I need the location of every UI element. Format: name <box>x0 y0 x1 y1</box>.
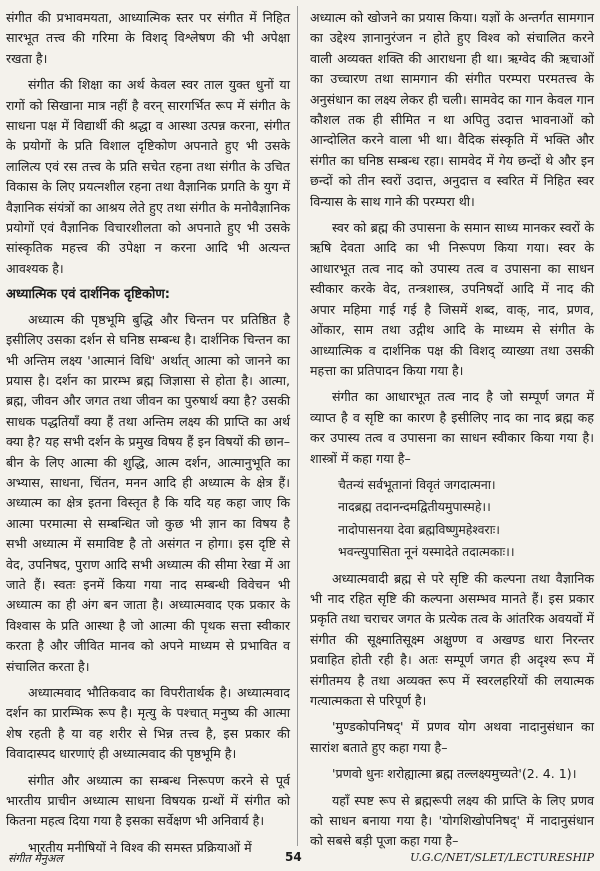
series-label: U.G.C/NET/SLET/LECTURESHIP <box>410 851 594 864</box>
paragraph: भारतीय मनीषियों ने विश्व की समस्त प्रक्रियाओं में <box>28 839 252 855</box>
paragraph: 'मुण्डकोपनिषद्' में प्रणव योग अथवा नादानुसंधान का सारांश बताते हुए कहा गया है– <box>310 719 594 755</box>
right-column <box>310 8 594 858</box>
paragraph: संगीत और अध्यात्म का सम्बन्ध निरूपण करने से पूर्व भारतीय प्राचीन अध्यात्म साधना विषयक ग्रन्थों में संगीत को कितना महत्व दिया गया है इसका सर्वेक्षण भी अनिवार्य है। <box>6 772 290 829</box>
paragraph: अध्यात्म की पृष्ठभूमि बुद्धि और चिन्तन पर प्रतिष्ठित है इसीलिए उसका दर्शन से घनिष्ठ सम्बन्ध है। दार्शनिक चिन्तन का भी अन्तिम लक्ष्य 'आत्मानं विधि' अर्थात् आत्मा को जानने का प्रयास है। दर्शन का प्रारम्भ ब्रह्म जिज्ञासा से होता है। आत्मा, ब्रह्म, जीवन और जगत तथा जीवन का पुरुषार्थ क्या है? उसकी साधक पद्धतियाँ क्या हैं तथा अन्तिम लक्ष्य की प्राप्ति का अर्थ क्या है? यह सभी दर्शन के प्रमुख विषय हैं इन विषयों की छान–बीन के लिए आत्मा की शुद्धि, आत्म दर्शन, आत्मानुभूति का अभ्यास, साधना, चिंतन, मनन आदि ही अध्यात्म के क्षेत्र हैं। अध्यात्म का क्षेत्र इतना विस्तृत है कि यदि यह कहा जाए कि आत्मा परमात्मा से सम्बन्धित जो कुछ भी ज्ञान का विषय है सभी अध्यात्म में समाविष्ट है तो असंगत न होगा। इस दृष्टि से वेद, उपनिषद, पुराण आदि सभी अध्यात्म की सीमा रेखा में आ जाते हैं। स्वतः इनमें किया गया नाद सम्बन्धी विवेचन भी अध्यात्म का ही अंग बन जाता है। अध्यात्मवाद एक प्रकार के विश्वास के प्रति आस्था है जो आत्मा की पृथक सत्ता स्वीकार करता है और जीवित मानव को अपने माध्यम से प्रभावित व संचालित करता है। <box>6 311 290 674</box>
paragraph: संगीत की प्रभावमयता, आध्यात्मिक स्तर पर संगीत में निहित सारभूत तत्त्व की गरिमा के विशद् विश्लेषण की भी अपेक्षा रखता है। <box>6 10 290 66</box>
paragraph: स्वर को ब्रह्म की उपासना के समान साध्य मानकर स्वरों के ऋषि देवता आदि का भी निरूपण किया गया। स्वर के आधारभूत तत्व नाद को उपास्य तत्व व उपासना का साधन स्वीकार करके वेद, तन्त्रशास्त्र, उपनिषदों आदि में नाद की अपार महिमा गाई गई है जिसमें शब्द, वाक्, नाद, प्रणव, ओंकार, साम तथा उद्गीथ आदि के माध्यम से संगीत के आध्यात्मिक व दार्शनिक पक्ष की विशद् व्याख्या तथा उसकी महत्ता का प्रतिपादन किया गया है। <box>310 220 594 378</box>
sloka-line: भवन्त्युपासिता नूनं यस्मादेते तदात्मकाः।। <box>338 544 515 560</box>
sloka-line: नादोपासनया देवा ब्रह्मविष्णुमहेश्वराः। <box>338 521 500 537</box>
sloka-line: चैतन्यं सर्वभूतानां विवृतं जगदात्मना। <box>338 476 496 492</box>
left-column <box>6 8 290 864</box>
paragraph: अध्यात्म को खोजने का प्रयास किया। यज्ञों के अन्तर्गत सामगान का उद्देश्य ज्ञानानुरंजन न होते हुए विश्व को संचालित करने वाली अव्यक्त शक्ति की आराधना ही था। ऋग्वेद की ऋचाओं का उच्चारण तथा सामगान की संगीत परम्परा परमतत्त्व के अनुसंधान का लक्ष्य लेकर ही चली। सामवेद का गान केवल गान कौशल तक ही सीमित न था अपितु उदात्त भावनाओं को आन्दोलित करने वाला भी था। वैदिक संस्कृति में भक्ति और संगीत का घनिष्ठ सम्बन्ध रहा। सामवेद में गेय छन्दों थे और इन छन्दों को तीन स्वरों उदात्त, अनुदात्त व स्वरित में निहित स्वर विन्यास के साथ गाने की परम्परा थी। <box>310 10 594 209</box>
paragraph: संगीत की शिक्षा का अर्थ केवल स्वर ताल युक्त धुनों या रागों को सिखाना मात्र नहीं है वरन् सारगर्भित रूप में संगीत के साधना पक्ष में विद्यार्थी की श्रद्धा व आस्था उत्पन्न करना, संगीत के प्रयोगों के प्रति विशाल दृष्टिकोण अपनाते हुए भी उसके लालित्य एवं रस तत्त्व के प्रति सचेत रहना तथा संगीत के उचित विकास के लिए प्रयत्नशील रहना तथा वैज्ञानिक प्रगति के युग में वैज्ञानिक संयंत्रों का आश्रय लेते हुए तथा संगीत के मनोवैज्ञानिक प्रयोगों एवं वैज्ञानिक विचारशीलता को अपनाते हुए भी उसके सांस्कृतिक महत्त्व की उपेक्षा न करना आदि भी अत्यन्त आवश्यक है। <box>6 77 290 276</box>
sloka-line: नादब्रह्म तदानन्दमद्वितीयमुपास्महे।। <box>338 499 491 515</box>
paragraph: संगीत का आधारभूत तत्व नाद है जो सम्पूर्ण जगत में व्याप्त है व सृष्टि का कारण है इसीलिए नाद का नाद ब्रह्म कह कर उपास्य तत्व व उपासना का साधन स्वीकार किया गया है। शास्त्रों में कहा गया है– <box>310 389 594 466</box>
book-title: संगीत मैनुअल <box>8 852 63 865</box>
paragraph: अध्यात्मवाद भौतिकवाद का विपरीतार्थक है। अध्यात्मवाद दर्शन का प्रारम्भिक रूप है। मृत्यु के पश्चात् मनुष्य की आत्मा शेष रहती है या वह शरीर से भिन्न तत्त्व है, इस प्रकार की विवादास्पद धारणाएं ही अध्यात्मवाद की पृष्ठभूमि है। <box>6 685 290 762</box>
page-number: 54 <box>285 850 302 864</box>
page-footer <box>0 849 600 869</box>
column-divider <box>297 6 298 846</box>
quote: 'प्रणवो धुनः शरोह्यात्मा ब्रह्म तल्लक्ष्यमुच्यते'(2. 4. 1)। <box>332 766 577 782</box>
paragraph: अध्यात्मवादी ब्रह्म से परे सृष्टि की कल्पना तथा वैज्ञानिक भी नाद रहित सृष्टि की कल्पना असम्भव मानते हैं। इस प्रकार प्रकृति तथा चराचर जगत के प्रत्येक तत्व के आंतरिक अवयवों में संगीत की सूक्ष्मातिसूक्ष्म अक्षुण्ण व अखण्ड धारा निरन्तर प्रवाहित होती रही है। अतः सम्पूर्ण जगत ही अदृश्य रूप में संगीतमय है तथा अव्यक्त रूप में स्वरलहरियों की लयात्मक गत्यात्मकता से परिपूर्ण है। <box>310 570 594 708</box>
paragraph: यहाँ स्पष्ट रूप से ब्रह्मरूपी लक्ष्य की प्राप्ति के लिए प्रणव को साधन बनाया गया है। 'योगशिखोपनिषद्' में नादानुसंधान को सबसे बड़ी पूजा कहा गया है– <box>310 792 594 849</box>
section-heading: अध्यात्मिक एवं दार्शनिक दृष्टिकोण: <box>6 287 170 303</box>
